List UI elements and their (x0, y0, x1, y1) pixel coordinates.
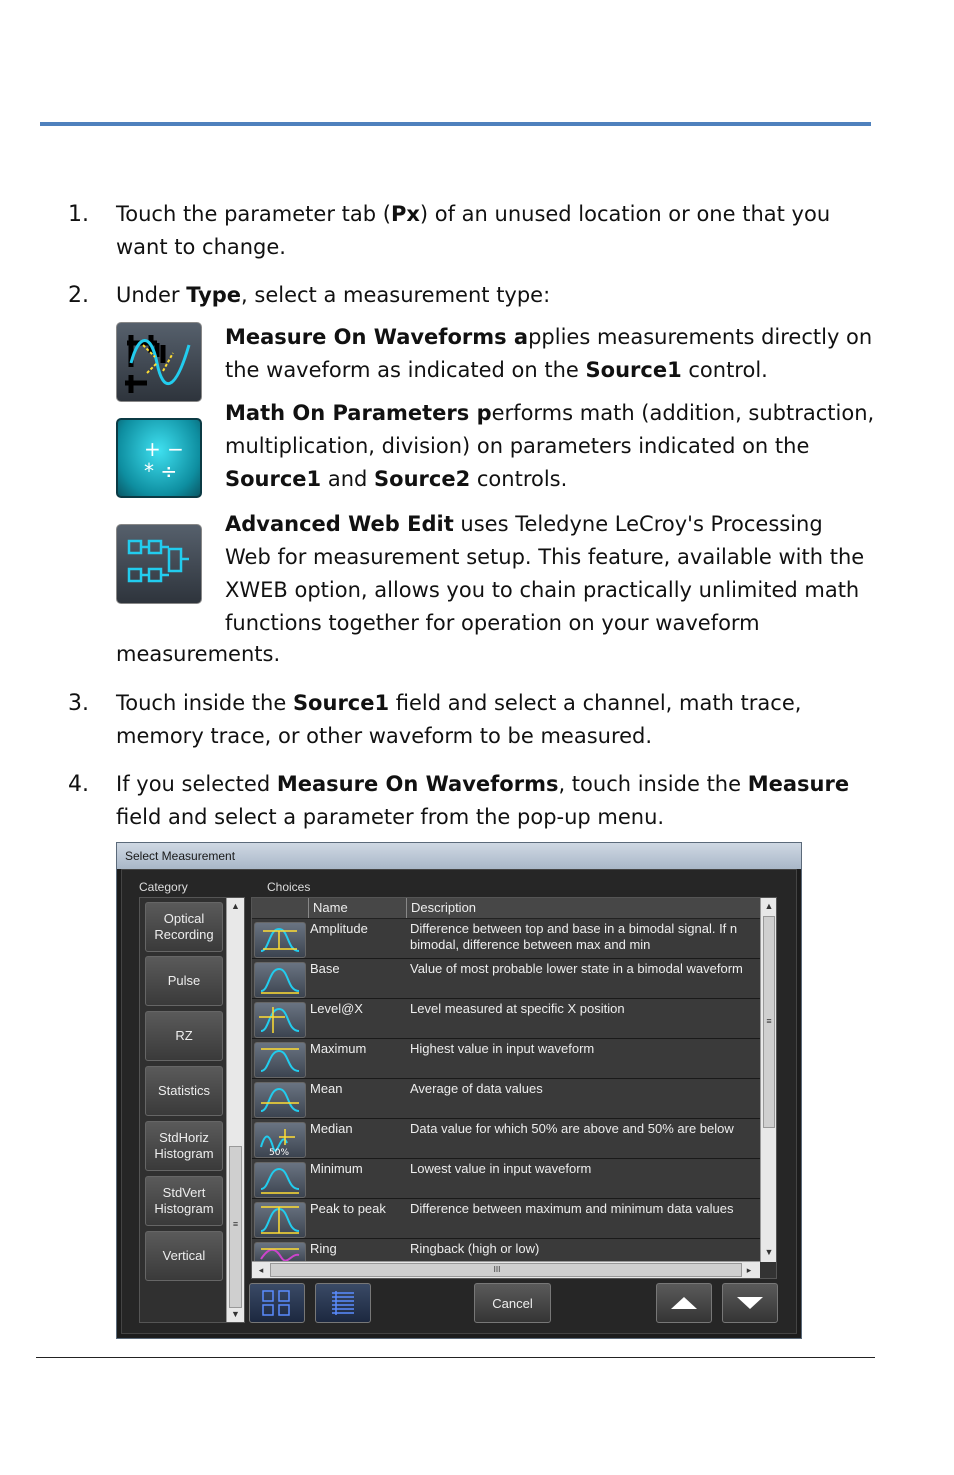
category-rz[interactable]: RZ (145, 1011, 223, 1061)
arrow-up-icon (669, 1295, 699, 1311)
scroll-down-icon[interactable]: ▼ (231, 1309, 240, 1319)
maximum-icon (254, 1042, 306, 1078)
row-name: Peak to peak (310, 1201, 386, 1216)
mean-icon (254, 1082, 306, 1118)
choices-label: Choices (267, 880, 311, 894)
column-description[interactable]: Description (406, 898, 761, 918)
table-row[interactable] (252, 1039, 760, 1079)
svg-text:* ÷: * ÷ (144, 459, 178, 483)
scroll-down-icon[interactable]: ▼ (764, 1247, 774, 1257)
table-row[interactable] (252, 999, 760, 1039)
grid-view-icon (260, 1288, 294, 1318)
median-icon (254, 1122, 306, 1158)
type-trailing-text: measurements. (116, 642, 281, 666)
row-desc: Highest value in input waveform (410, 1041, 595, 1056)
hgrip-icon: III (493, 1265, 501, 1274)
row-name: Maximum (310, 1041, 367, 1056)
category-optical-recording[interactable]: Optical Recording (145, 902, 223, 952)
list-view-button[interactable] (315, 1283, 371, 1323)
row-desc: Level measured at specific X position (410, 1001, 625, 1016)
scroll-up-icon[interactable]: ▲ (764, 901, 774, 911)
row-desc: Lowest value in input waveform (410, 1161, 592, 1176)
category-vertical[interactable]: Vertical (145, 1231, 223, 1281)
category-list (139, 897, 245, 1323)
svg-text:50%: 50% (269, 1148, 290, 1157)
table-row[interactable] (252, 919, 760, 959)
row-name: Median (310, 1121, 353, 1136)
scroll-right-icon[interactable]: ▸ (746, 1265, 752, 1275)
type-advanced-web-edit: Advanced Web Edit uses Teledyne LeCroy's Processing Web for measurement setup. This feature, available with the XWEB option, allows you to chain practically unlimited math functions together for operation on your waveform (225, 512, 865, 635)
measure-on-waveforms-icon (116, 322, 202, 402)
step-number: 4. (68, 772, 89, 797)
row-desc: Average of data values (410, 1081, 543, 1096)
down-button[interactable] (722, 1283, 778, 1323)
column-name[interactable]: Name (308, 898, 403, 918)
grip-icon: ≡ (232, 1219, 239, 1229)
step-number: 3. (68, 691, 89, 716)
svg-text:+ −: + − (144, 437, 184, 461)
category-stdvert-histogram[interactable]: StdVert Histogram (145, 1176, 223, 1226)
step-4-text: If you selected Measure On Waveforms, touch inside the Measure field and select a parameter from the pop-up menu. (116, 772, 850, 829)
category-pulse[interactable]: Pulse (145, 956, 223, 1006)
row-name: Minimum (310, 1161, 363, 1176)
row-desc: Ringback (high or low) (410, 1241, 540, 1256)
choices-scrollbar[interactable] (760, 898, 777, 1262)
row-desc: Difference between maximum and minimum data values (410, 1201, 734, 1216)
peak-to-peak-icon (254, 1202, 306, 1238)
base-icon (254, 962, 306, 998)
table-row[interactable] (252, 959, 760, 999)
type-measure-on-waveforms: Measure On Waveforms applies measurements directly on the waveform as indicated on the Source1 control. (225, 325, 873, 382)
minimum-icon (254, 1162, 306, 1198)
amplitude-icon (254, 922, 306, 958)
category-statistics[interactable]: Statistics (145, 1066, 223, 1116)
arrow-down-icon (735, 1295, 765, 1311)
row-desc: Value of most probable lower state in a bimodal waveform (410, 961, 743, 976)
footer-rule (36, 1357, 875, 1358)
math-on-parameters-icon (116, 418, 202, 498)
table-row[interactable] (252, 1119, 760, 1159)
step-number: 1. (68, 202, 89, 227)
up-button[interactable] (656, 1283, 712, 1323)
category-scrollbar[interactable] (226, 898, 244, 1322)
row-name: Ring (310, 1241, 337, 1256)
step-2-text: Under Type, select a measurement type: (116, 283, 551, 307)
row-name: Amplitude (310, 921, 368, 936)
step-1-text: Touch the parameter tab (Px) of an unused location or one that you want to change. (116, 202, 831, 259)
row-desc: Difference between top and base in a bimodal signal. If n bimodal, difference between max and min (410, 921, 738, 952)
table-row[interactable] (252, 1159, 760, 1199)
table-row[interactable] (252, 1079, 760, 1119)
scroll-up-icon[interactable]: ▲ (231, 901, 240, 911)
advanced-web-edit-icon (116, 524, 202, 604)
grid-view-button[interactable] (249, 1283, 305, 1323)
category-stdhoriz-histogram[interactable]: StdHoriz Histogram (145, 1121, 223, 1171)
cancel-button[interactable]: Cancel (474, 1283, 551, 1323)
grip-icon: ≡ (766, 1016, 772, 1026)
row-name: Base (310, 961, 340, 976)
row-desc: Data value for which 50% are above and 50% are below (410, 1121, 734, 1136)
row-name: Mean (310, 1081, 343, 1096)
type-math-on-parameters: Math On Parameters performs math (addition, subtraction, multiplication, division) on parameters indicated on the Source1 and Source2 controls. (225, 401, 875, 491)
table-header (252, 898, 760, 919)
scroll-left-icon[interactable]: ◂ (258, 1265, 264, 1275)
select-measurement-dialog (116, 842, 802, 1339)
step-3-text: Touch inside the Source1 field and select a channel, math trace, memory trace, or other waveform to be measured. (116, 691, 802, 748)
dialog-title: Select Measurement (117, 843, 801, 869)
category-label: Category (139, 880, 188, 894)
row-name: Level@X (310, 1001, 363, 1016)
table-row[interactable] (252, 1239, 760, 1262)
choices-table (251, 897, 777, 1279)
choices-horizontal-scrollbar[interactable] (252, 1261, 760, 1278)
list-view-icon (326, 1288, 360, 1318)
step-number: 2. (68, 283, 89, 308)
table-row[interactable] (252, 1199, 760, 1239)
header-rule (40, 122, 871, 126)
level-at-x-icon (254, 1002, 306, 1038)
